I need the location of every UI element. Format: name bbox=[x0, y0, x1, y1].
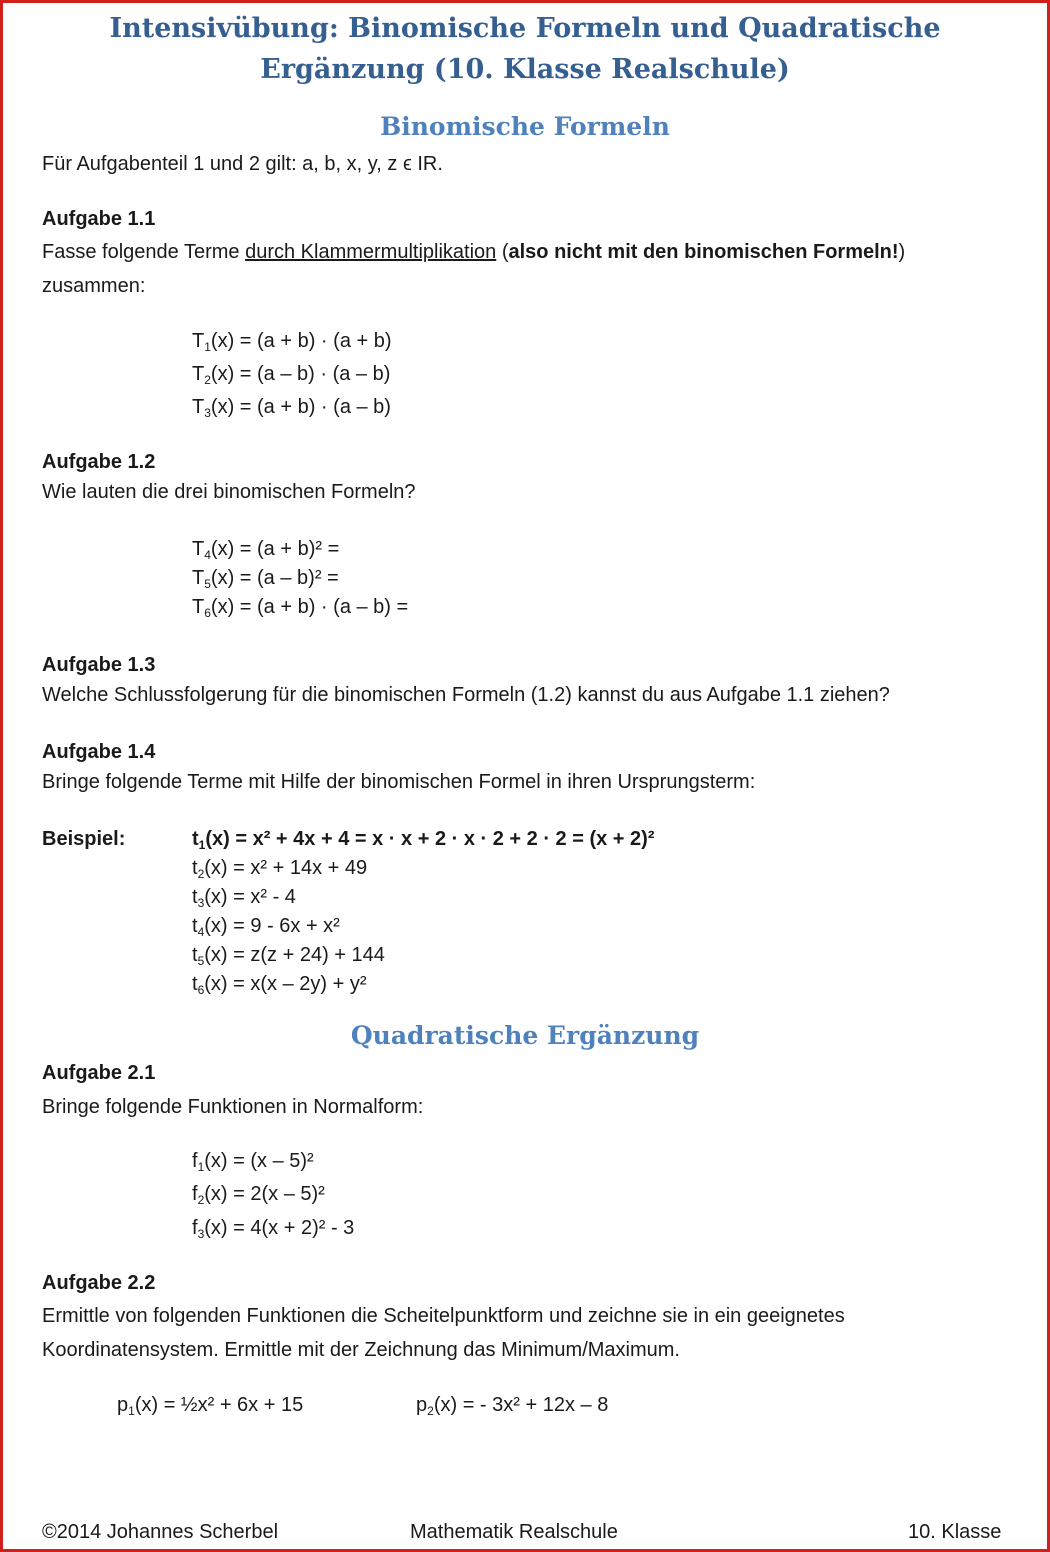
task-2-2-text-line1: Ermittle von folgenden Funktionen die Scheitelpunktform und zeichne sie in ein geeignetes bbox=[42, 1305, 845, 1327]
section-heading-binomische-formeln: Binomische Formeln bbox=[380, 112, 670, 141]
formula-example-t1: $t_1(x) = x^2 + 4x + 4 = x \cdot x + 2 \cdot x \cdot 2 + 2 \cdot 2 = (x + 2)^2$ bbox=[192, 828, 655, 852]
formula-small-t4: $t_4(x) = 9 - 6x + x^2$ bbox=[192, 915, 340, 939]
formula-f1: $f_1(x) = (x - 5)^2$ bbox=[192, 1150, 314, 1174]
task-2-2-title: Aufgabe 2.2 bbox=[42, 1272, 156, 1294]
formula-t2: $T_2(x) = (a - b) \cdot (a - b)$ bbox=[192, 363, 391, 387]
formula-p2: $p_2(x)$ = - 3x² + 12x – 8 bbox=[416, 1394, 609, 1418]
formula-f3: $f_3(x) = 4(x + 2)^2 - 3$ bbox=[192, 1217, 355, 1241]
task-2-2-text-line2: Koordinatensystem. Ermittle mit der Zeichnung das Minimum/Maximum. bbox=[42, 1339, 680, 1361]
formula-t1: $T_1(x) = (a + b) \cdot (a + b)$ bbox=[192, 330, 392, 354]
formula-p1: $p_1(x)$ = ½x² + 6x + 15 bbox=[117, 1394, 304, 1418]
footer-subject: Mathematik Realschule bbox=[410, 1521, 618, 1543]
task-1-3-text: Welche Schlussfolgerung für die binomischen Formeln (1.2) kannst du aus Aufgabe 1.1 ziehen? bbox=[42, 684, 890, 706]
formula-t3: $T_3(x) = (a + b) \cdot (a - b)$ bbox=[192, 396, 391, 420]
task-1-1-title: Aufgabe 1.1 bbox=[42, 208, 156, 230]
task-1-1-text-underlined: durch Klammermultiplikation bbox=[245, 241, 497, 263]
task-1-1-text bbox=[42, 241, 905, 264]
section-heading-quadratische-ergaenzung: Quadratische Ergänzung bbox=[350, 1021, 700, 1050]
formula-small-t3: $t_3(x) = x^2 - 4$ bbox=[192, 886, 296, 910]
task-1-2-title: Aufgabe 1.2 bbox=[42, 451, 156, 473]
formula-t6: $T_6(x) = (a + b) \cdot (a - b)$ = bbox=[192, 596, 409, 620]
formula-small-t5: $t_5(x) = z(z + 24) + 144$ bbox=[192, 944, 385, 968]
task-1-1-text-line2: zusammen: bbox=[42, 275, 146, 297]
task-1-3-title: Aufgabe 1.3 bbox=[42, 654, 156, 676]
example-label: Beispiel: bbox=[42, 828, 126, 850]
task-2-1-title: Aufgabe 2.1 bbox=[42, 1062, 156, 1084]
formula-small-t6: $t_6(x) = x(x - 2y) + y^2$ bbox=[192, 973, 367, 997]
page-title: Intensivübung: Binomische Formeln und Quadratische Ergänzung (10. Klasse Realschule) bbox=[109, 13, 941, 85]
task-1-2-text: Wie lauten die drei binomischen Formeln? bbox=[42, 481, 416, 503]
task-1-1-paren-close: ) bbox=[898, 241, 906, 263]
formula-t4: $T_4(x) = (a + b)^2$ = bbox=[192, 538, 340, 562]
task-1-1-paren-open: ( bbox=[496, 241, 509, 263]
formula-small-t2: $t_2(x) = x^2 + 14x + 49$ bbox=[192, 857, 368, 881]
intro-text: Für Aufgabenteil 1 und 2 gilt: a, b, x, y, z ϵ IR. bbox=[42, 153, 443, 175]
task-1-1-text-bold: also nicht mit den binomischen Formeln! bbox=[508, 241, 899, 263]
footer-copyright: ©2014 Johannes Scherbel bbox=[42, 1521, 279, 1543]
formula-t5: $T_5(x) = (a - b)^2$ = bbox=[192, 567, 339, 591]
footer-grade: 10. Klasse bbox=[908, 1521, 1002, 1543]
task-1-4-text: Bringe folgende Terme mit Hilfe der binomischen Formel in ihren Ursprungsterm: bbox=[42, 771, 756, 793]
task-1-4-title: Aufgabe 1.4 bbox=[42, 741, 156, 763]
task-2-1-text: Bringe folgende Funktionen in Normalform: bbox=[42, 1096, 424, 1118]
formula-f2: $f_2(x) = 2(x - 5)^2$ bbox=[192, 1183, 325, 1207]
task-1-1-text-start: Fasse folgende Terme bbox=[42, 241, 246, 263]
